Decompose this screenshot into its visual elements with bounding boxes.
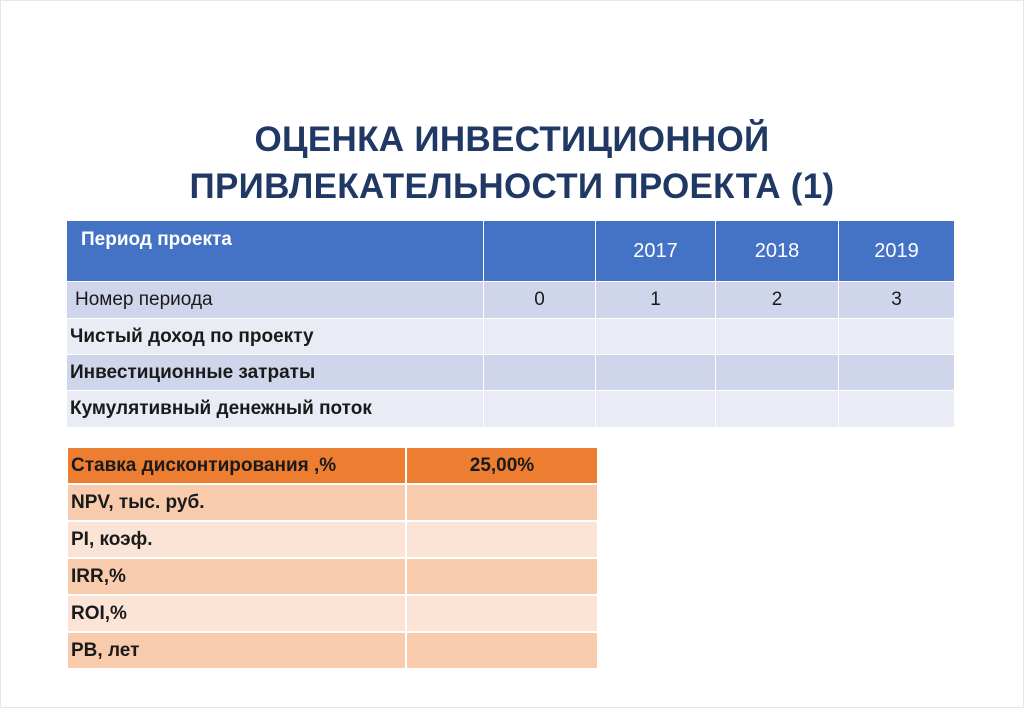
row-label: PI, коэф. (67, 521, 406, 558)
row-label: Инвестиционные затраты (67, 355, 484, 391)
table-cell: 2 (716, 282, 839, 319)
header-cell-2019: 2019 (839, 221, 955, 282)
table-cell (716, 319, 839, 355)
table-row (67, 319, 955, 355)
table-cell (406, 521, 598, 558)
table-cell: 3 (839, 282, 955, 319)
indicators-table (66, 446, 599, 670)
header-cell-period: Период проекта (67, 221, 484, 282)
slide-title-line-2: ПРИВЛЕКАТЕЛЬНОСТИ ПРОЕКТА (1) (189, 167, 835, 206)
table-row (67, 391, 955, 428)
row-label: NPV, тыс. руб. (67, 484, 406, 521)
table-cell (406, 595, 598, 632)
header-cell-0 (484, 221, 596, 282)
row-label: Кумулятивный денежный поток (67, 391, 484, 428)
slide-title-line-1: ОЦЕНКА ИНВЕСТИЦИОННОЙ (254, 120, 770, 159)
header-cell-2018: 2018 (716, 221, 839, 282)
table-row (67, 632, 598, 669)
table-row (67, 521, 598, 558)
slide-title (0, 116, 1024, 210)
table-cell (484, 391, 596, 428)
header-cell-2017: 2017 (596, 221, 716, 282)
table-cell (484, 319, 596, 355)
table-row (67, 282, 955, 319)
table-cell (484, 355, 596, 391)
table-cell (839, 355, 955, 391)
row-label: ROI,% (67, 595, 406, 632)
row-label: Чистый доход по проекту (67, 319, 484, 355)
table-row (67, 484, 598, 521)
table-cell: 1 (596, 282, 716, 319)
table-row (67, 558, 598, 595)
project-periods-table (66, 220, 955, 428)
discount-rate-label: Ставка дисконтирования ,% (67, 447, 406, 484)
table-cell (596, 319, 716, 355)
row-label: PB, лет (67, 632, 406, 669)
table-row (67, 355, 955, 391)
table-cell: 0 (484, 282, 596, 319)
row-label: Номер периода (67, 282, 484, 319)
table-cell (406, 484, 598, 521)
discount-rate-value: 25,00% (406, 447, 598, 484)
table-cell (716, 391, 839, 428)
table-header-row (67, 447, 598, 484)
table-cell (839, 319, 955, 355)
table-cell (406, 558, 598, 595)
table-cell (716, 355, 839, 391)
table-cell (406, 632, 598, 669)
table-header-row (67, 221, 955, 282)
table-cell (839, 391, 955, 428)
table-cell (596, 391, 716, 428)
row-label: IRR,% (67, 558, 406, 595)
table-row (67, 595, 598, 632)
table-cell (596, 355, 716, 391)
